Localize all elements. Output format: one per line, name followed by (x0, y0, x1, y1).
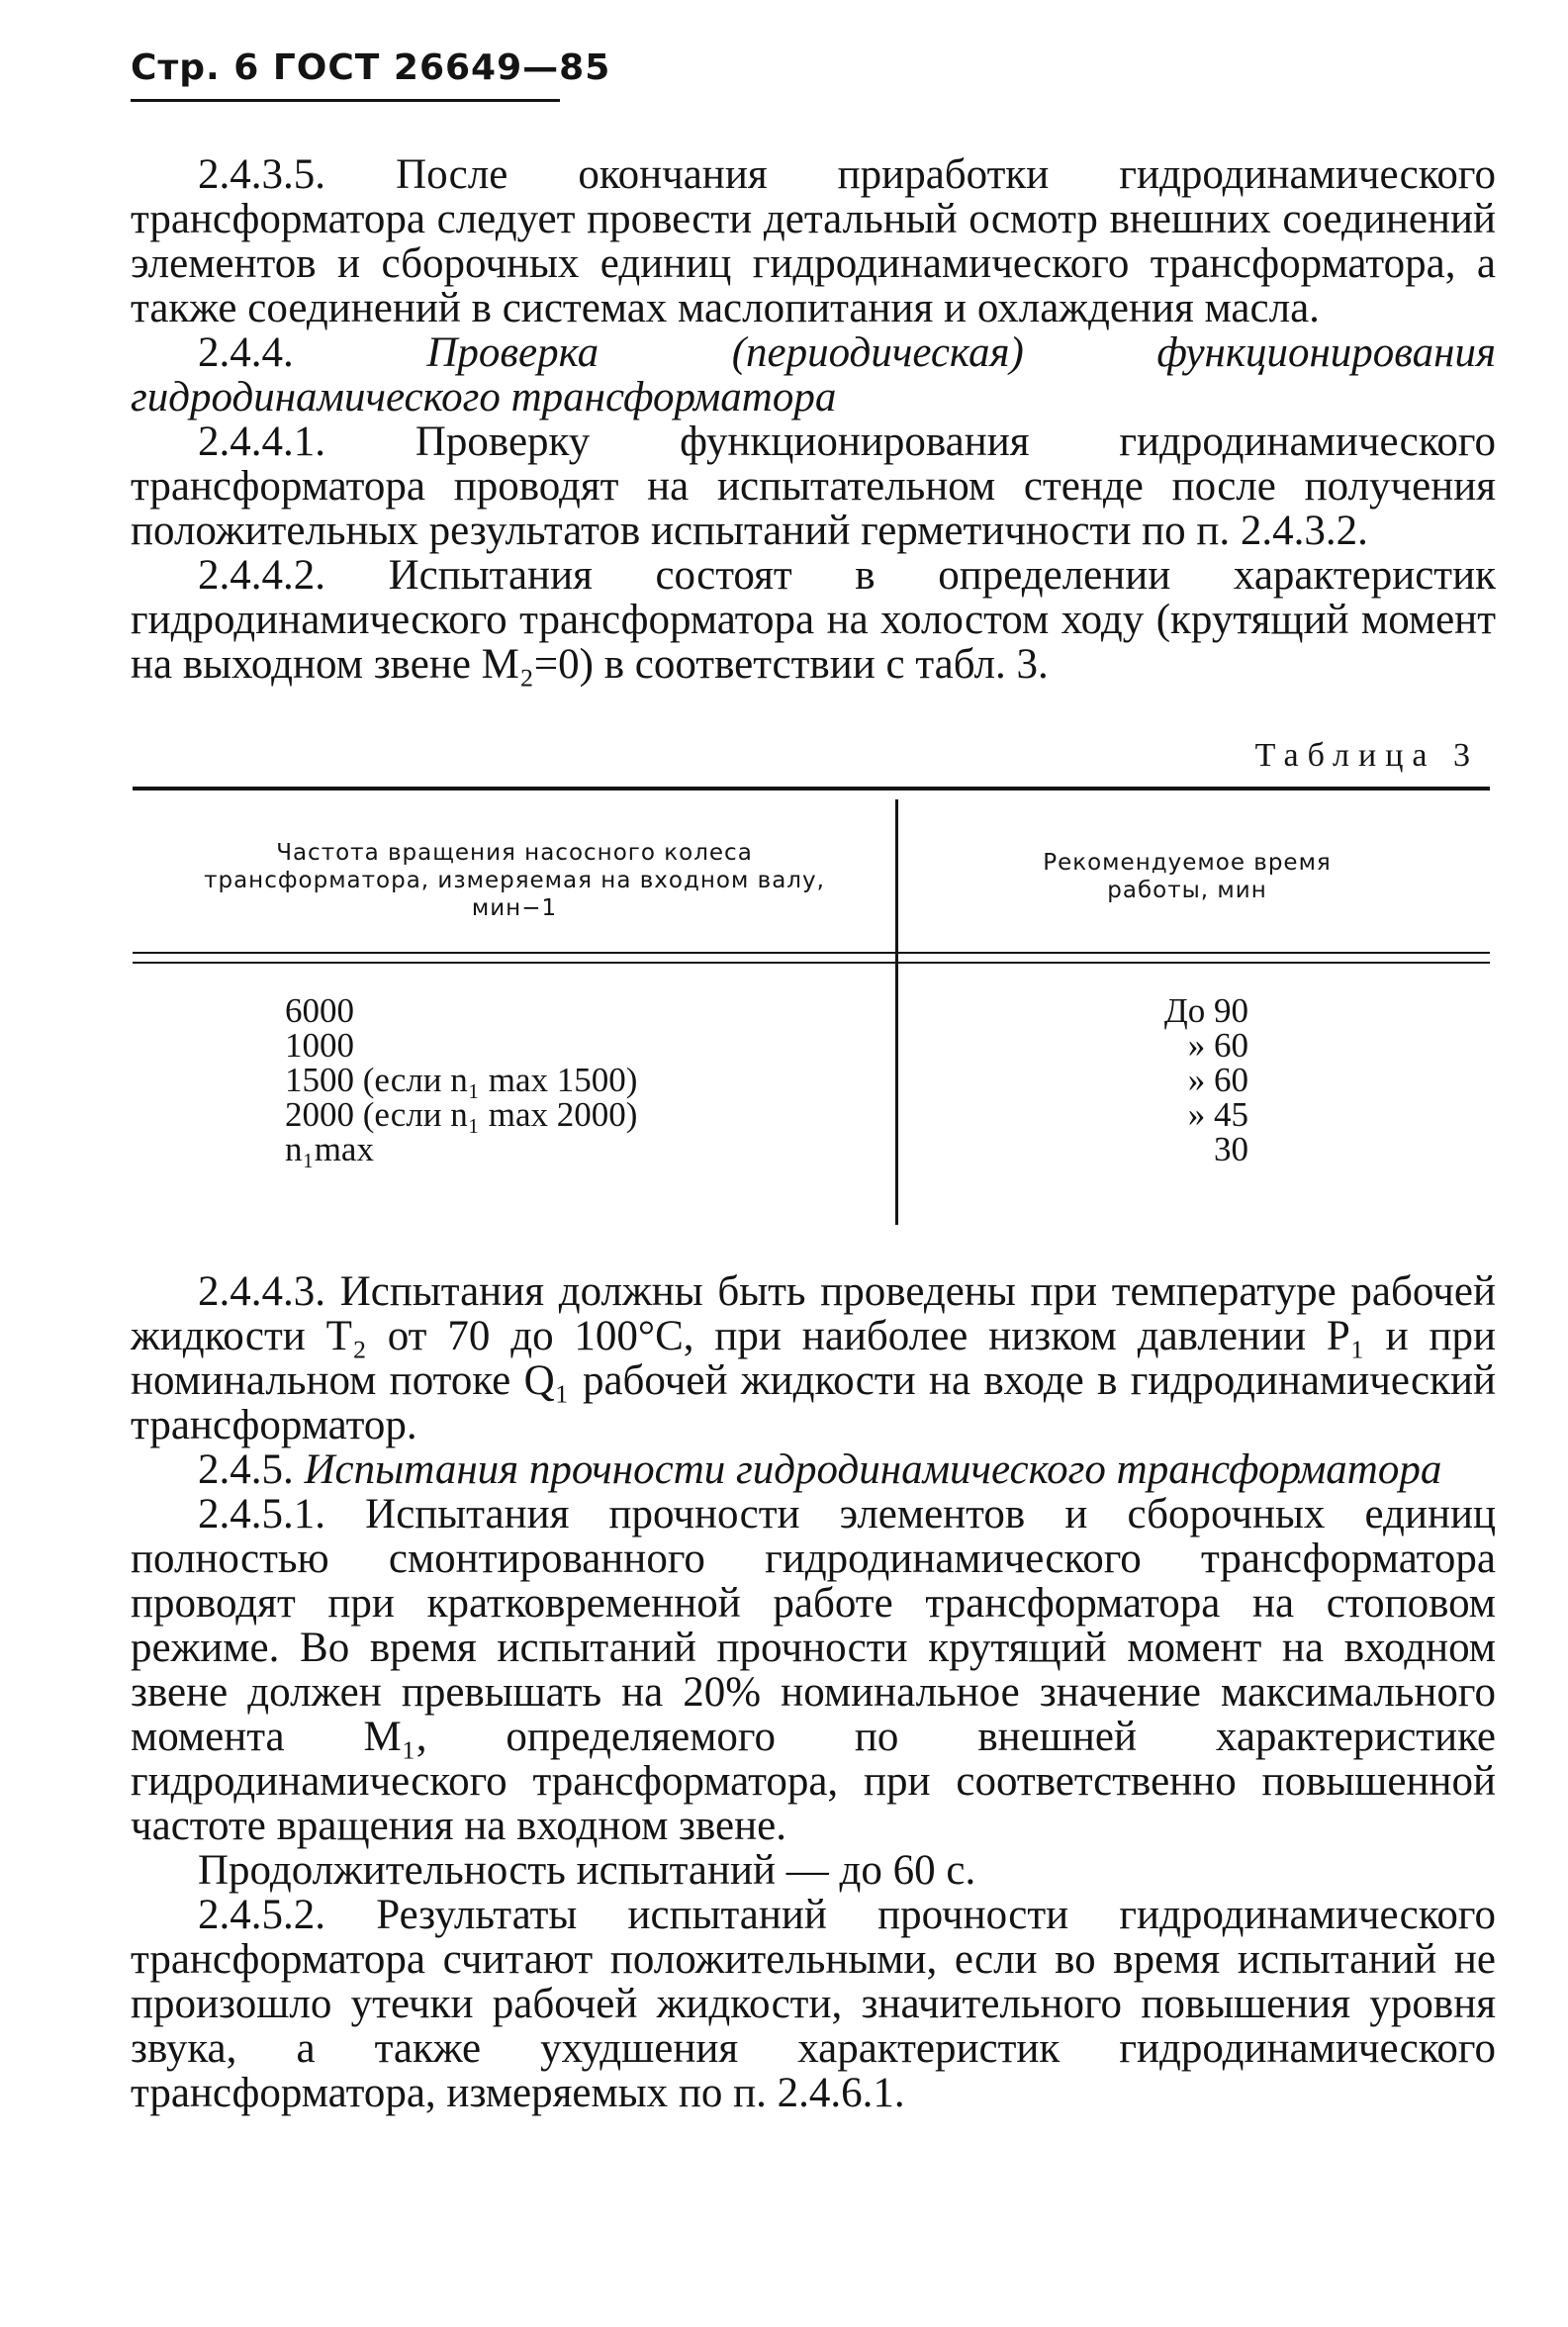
heading-title: Проверка (периодическая) функционирования гидродинамического трансформатора (131, 329, 1496, 420)
heading-number: 2.4.5. (198, 1446, 294, 1493)
table-cell-time: » 60 (1187, 1026, 1248, 1065)
paragraph-2-4-4-3: 2.4.4.3. Испытания должны быть проведены при температуре рабочей жидкости T₂ от 70 до 100°С, при наиболее низком давлении P₁ и при номинальном потоке Q₁ рабочей жидкости на входе в гидродинамический трансформатор. (131, 1268, 1496, 1448)
section-before-table (131, 152, 1496, 687)
table-header-frequency: Частота вращения насосного колеса трансформатора, измеряемая на входном валу, мин−1 (204, 840, 825, 921)
table-cell-frequency: 1000 (285, 1026, 354, 1065)
table-header-rule (133, 952, 1490, 954)
paragraph-2-4-4-1: 2.4.4.1. Проверку функционирования гидродинамического трансформатора проводят на испытательном стенде после получения положительных результатов испытаний герметичности по п. 2.4.3.2. (131, 419, 1496, 554)
table-cell-frequency: 2000 (если n₁ max 2000) (285, 1095, 638, 1134)
paragraph-2-4-3-5: 2.4.3.5. После окончания приработки гидродинамического трансформатора следует провести детальный осмотр внешних соединений элементов и сборочных единиц гидродинамического трансформатора, а также соединений в системах маслопитания и охлаждения масла. (131, 151, 1496, 331)
table-top-rule (133, 787, 1490, 791)
table-cell-frequency: 1500 (если n₁ max 1500) (285, 1061, 638, 1099)
heading-2-4-5 (131, 1447, 1496, 1492)
section-after-table (131, 1269, 1496, 2115)
heading-number: 2.4.4. (198, 329, 294, 376)
table-cell-frequency: n₁max (285, 1130, 374, 1168)
paragraph-duration: Продолжительность испытаний — до 60 с. (198, 1847, 976, 1894)
table-column-frequency (285, 993, 637, 1166)
table-cell-frequency: 6000 (285, 991, 354, 1030)
table-cell-time: » 60 (1187, 1061, 1248, 1099)
page-header: Стр. 6 ГОСТ 26649—85 (131, 47, 611, 88)
table-cell-time: До 90 (1163, 991, 1248, 1030)
paragraph-2-4-5-1: 2.4.5.1. Испытания прочности элементов и сборочных единиц полностью смонтированного гидродинамического трансформатора проводят при кратковременной работе трансформатора на стоповом режиме. Во время испытаний прочности крутящий момент на входном звене должен превышать на 20% номинальное значение максимального момента M₁, определяемого по внешней характеристике гидродинамического трансформатора, при соответственно повышенной частоте вращения на входном звене. (131, 1491, 1496, 1849)
table-header-time: Рекомендуемое время работы, мин (1043, 850, 1332, 903)
table-cell-time: 30 (1214, 1130, 1248, 1168)
paragraph-2-4-4-2: 2.4.4.2. Испытания состоят в определении характеристик гидродинамического трансформатора на холостом ходу (крутящий момент на выходном звене M₂=0) в соответствии с табл. 3. (131, 552, 1496, 688)
heading-2-4-4 (131, 330, 1496, 419)
paragraph-2-4-5-2: 2.4.5.2. Результаты испытаний прочности гидродинамического трансформатора считают положительными, если во время испытаний не произошло утечки рабочей жидкости, значительного повышения уровня звука, а также ухудшения характеристик гидродинамического трансформатора, измеряемых по п. 2.4.6.1. (131, 1892, 1496, 2116)
table-column-divider (895, 799, 898, 1225)
table-caption: Таблица 3 (1254, 737, 1479, 774)
table-header-rule-double (133, 962, 1490, 964)
table-cell-time: » 45 (1187, 1095, 1248, 1134)
header-underline (131, 99, 560, 102)
heading-title: Испытания прочности гидродинамического трансформатора (304, 1446, 1442, 1493)
table-column-time (1118, 993, 1248, 1166)
